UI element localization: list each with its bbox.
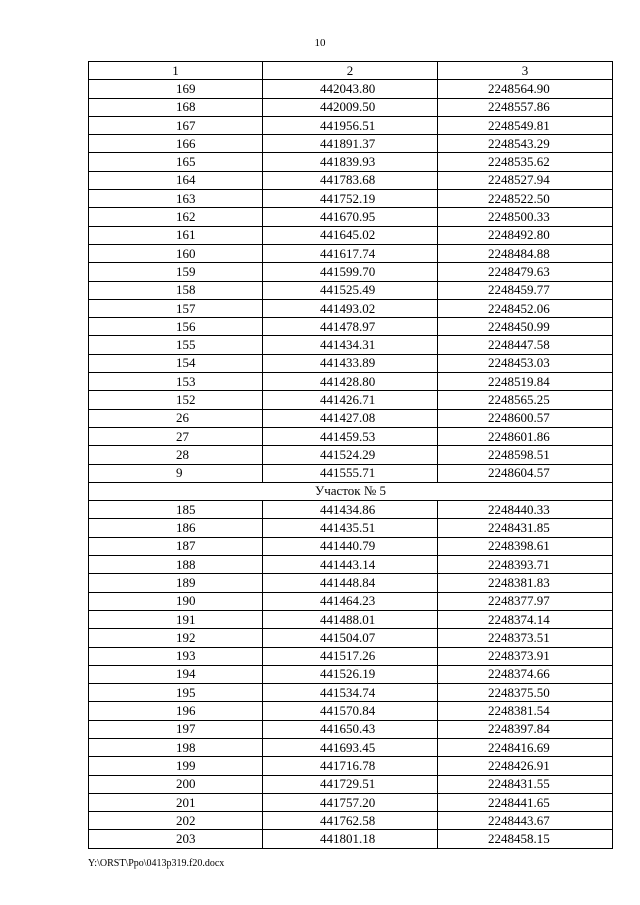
point-number-cell: 161 [89,226,263,244]
point-number-cell: 195 [89,684,263,702]
table-row [89,226,613,244]
x-coordinate-cell: 441459.53 [263,427,438,445]
header-cell: 3 [438,62,613,80]
table-row [89,574,613,592]
table-row [89,373,613,391]
y-coordinate-cell: 2248535.62 [438,153,613,171]
y-coordinate-cell: 2248373.51 [438,629,613,647]
table-row [89,190,613,208]
coordinates-table [88,61,613,849]
point-number-cell: 152 [89,391,263,409]
y-coordinate-cell: 2248431.55 [438,775,613,793]
point-number-cell: 199 [89,757,263,775]
x-coordinate-cell: 441526.19 [263,665,438,683]
table-row [89,427,613,445]
y-coordinate-cell: 2248440.33 [438,501,613,519]
point-number-cell: 154 [89,354,263,372]
table-row [89,501,613,519]
y-coordinate-cell: 2248557.86 [438,98,613,116]
table-row [89,464,613,482]
table-row [89,98,613,116]
y-coordinate-cell: 2248416.69 [438,738,613,756]
x-coordinate-cell: 441762.58 [263,812,438,830]
y-coordinate-cell: 2248492.80 [438,226,613,244]
y-coordinate-cell: 2248500.33 [438,208,613,226]
y-coordinate-cell: 2248484.88 [438,244,613,262]
x-coordinate-cell: 441440.79 [263,537,438,555]
y-coordinate-cell: 2248377.97 [438,592,613,610]
x-coordinate-cell: 441956.51 [263,116,438,134]
x-coordinate-cell: 441488.01 [263,610,438,628]
point-number-cell: 166 [89,135,263,153]
x-coordinate-cell: 441525.49 [263,281,438,299]
point-number-cell: 155 [89,336,263,354]
table-row [89,757,613,775]
x-coordinate-cell: 441599.70 [263,263,438,281]
x-coordinate-cell: 441670.95 [263,208,438,226]
x-coordinate-cell: 441434.86 [263,501,438,519]
y-coordinate-cell: 2248447.58 [438,336,613,354]
table-row [89,702,613,720]
section-title: Участок № 5 [89,482,613,500]
y-coordinate-cell: 2248565.25 [438,391,613,409]
table-row [89,537,613,555]
table-row [89,153,613,171]
point-number-cell: 203 [89,830,263,848]
x-coordinate-cell: 441570.84 [263,702,438,720]
y-coordinate-cell: 2248479.63 [438,263,613,281]
table-row [89,830,613,848]
table-row [89,281,613,299]
table-row [89,629,613,647]
table-row [89,135,613,153]
table-row [89,720,613,738]
x-coordinate-cell: 441504.07 [263,629,438,647]
x-coordinate-cell: 441433.89 [263,354,438,372]
table-row [89,116,613,134]
point-number-cell: 196 [89,702,263,720]
y-coordinate-cell: 2248373.91 [438,647,613,665]
table-row [89,684,613,702]
table-row [89,244,613,262]
x-coordinate-cell: 441534.74 [263,684,438,702]
footer-file-path: Y:\ORST\Ppo\0413p319.f20.docx [88,858,225,869]
page-number: 10 [314,37,326,49]
y-coordinate-cell: 2248381.54 [438,702,613,720]
point-number-cell: 158 [89,281,263,299]
y-coordinate-cell: 2248374.14 [438,610,613,628]
y-coordinate-cell: 2248398.61 [438,537,613,555]
x-coordinate-cell: 442043.80 [263,80,438,98]
x-coordinate-cell: 441716.78 [263,757,438,775]
y-coordinate-cell: 2248543.29 [438,135,613,153]
table-row [89,446,613,464]
point-number-cell: 201 [89,793,263,811]
point-number-cell: 157 [89,299,263,317]
header-cell: 2 [263,62,438,80]
x-coordinate-cell: 442009.50 [263,98,438,116]
y-coordinate-cell: 2248453.03 [438,354,613,372]
point-number-cell: 198 [89,738,263,756]
x-coordinate-cell: 441693.45 [263,738,438,756]
table-row [89,519,613,537]
point-number-cell: 26 [89,409,263,427]
y-coordinate-cell: 2248381.83 [438,574,613,592]
y-coordinate-cell: 2248374.66 [438,665,613,683]
table-row [89,336,613,354]
table-row [89,208,613,226]
table-row [89,299,613,317]
point-number-cell: 197 [89,720,263,738]
y-coordinate-cell: 2248527.94 [438,171,613,189]
point-number-cell: 186 [89,519,263,537]
point-number-cell: 163 [89,190,263,208]
point-number-cell: 191 [89,610,263,628]
table-row [89,647,613,665]
table-row [89,738,613,756]
x-coordinate-cell: 441801.18 [263,830,438,848]
x-coordinate-cell: 441426.71 [263,391,438,409]
table-row [89,409,613,427]
x-coordinate-cell: 441443.14 [263,556,438,574]
point-number-cell: 190 [89,592,263,610]
x-coordinate-cell: 441555.71 [263,464,438,482]
y-coordinate-cell: 2248458.15 [438,830,613,848]
point-number-cell: 153 [89,373,263,391]
x-coordinate-cell: 441891.37 [263,135,438,153]
point-number-cell: 185 [89,501,263,519]
y-coordinate-cell: 2248459.77 [438,281,613,299]
x-coordinate-cell: 441757.20 [263,793,438,811]
point-number-cell: 156 [89,318,263,336]
table-row [89,263,613,281]
y-coordinate-cell: 2248441.65 [438,793,613,811]
x-coordinate-cell: 441478.97 [263,318,438,336]
table-row [89,556,613,574]
y-coordinate-cell: 2248450.99 [438,318,613,336]
x-coordinate-cell: 441428.80 [263,373,438,391]
table-row [89,80,613,98]
table-row [89,812,613,830]
x-coordinate-cell: 441493.02 [263,299,438,317]
table-row [89,318,613,336]
y-coordinate-cell: 2248375.50 [438,684,613,702]
x-coordinate-cell: 441427.08 [263,409,438,427]
point-number-cell: 192 [89,629,263,647]
point-number-cell: 202 [89,812,263,830]
y-coordinate-cell: 2248549.81 [438,116,613,134]
point-number-cell: 165 [89,153,263,171]
y-coordinate-cell: 2248452.06 [438,299,613,317]
point-number-cell: 189 [89,574,263,592]
y-coordinate-cell: 2248393.71 [438,556,613,574]
y-coordinate-cell: 2248431.85 [438,519,613,537]
table-row [89,665,613,683]
point-number-cell: 168 [89,98,263,116]
x-coordinate-cell: 441645.02 [263,226,438,244]
point-number-cell: 159 [89,263,263,281]
x-coordinate-cell: 441435.51 [263,519,438,537]
point-number-cell: 188 [89,556,263,574]
point-number-cell: 200 [89,775,263,793]
section-row [89,482,613,500]
header-cell: 1 [89,62,263,80]
point-number-cell: 169 [89,80,263,98]
table-row [89,354,613,372]
y-coordinate-cell: 2248426.91 [438,757,613,775]
table-row [89,592,613,610]
x-coordinate-cell: 441783.68 [263,171,438,189]
x-coordinate-cell: 441434.31 [263,336,438,354]
table-header-row [89,62,613,80]
y-coordinate-cell: 2248564.90 [438,80,613,98]
y-coordinate-cell: 2248519.84 [438,373,613,391]
point-number-cell: 27 [89,427,263,445]
y-coordinate-cell: 2248397.84 [438,720,613,738]
x-coordinate-cell: 441517.26 [263,647,438,665]
x-coordinate-cell: 441839.93 [263,153,438,171]
x-coordinate-cell: 441729.51 [263,775,438,793]
y-coordinate-cell: 2248443.67 [438,812,613,830]
point-number-cell: 9 [89,464,263,482]
table-row [89,171,613,189]
table-row [89,610,613,628]
x-coordinate-cell: 441650.43 [263,720,438,738]
x-coordinate-cell: 441752.19 [263,190,438,208]
point-number-cell: 28 [89,446,263,464]
y-coordinate-cell: 2248598.51 [438,446,613,464]
y-coordinate-cell: 2248600.57 [438,409,613,427]
y-coordinate-cell: 2248604.57 [438,464,613,482]
y-coordinate-cell: 2248522.50 [438,190,613,208]
point-number-cell: 160 [89,244,263,262]
table-row [89,793,613,811]
point-number-cell: 162 [89,208,263,226]
point-number-cell: 164 [89,171,263,189]
x-coordinate-cell: 441448.84 [263,574,438,592]
point-number-cell: 167 [89,116,263,134]
y-coordinate-cell: 2248601.86 [438,427,613,445]
x-coordinate-cell: 441524.29 [263,446,438,464]
point-number-cell: 187 [89,537,263,555]
point-number-cell: 194 [89,665,263,683]
table-row [89,391,613,409]
table-row [89,775,613,793]
x-coordinate-cell: 441617.74 [263,244,438,262]
point-number-cell: 193 [89,647,263,665]
x-coordinate-cell: 441464.23 [263,592,438,610]
